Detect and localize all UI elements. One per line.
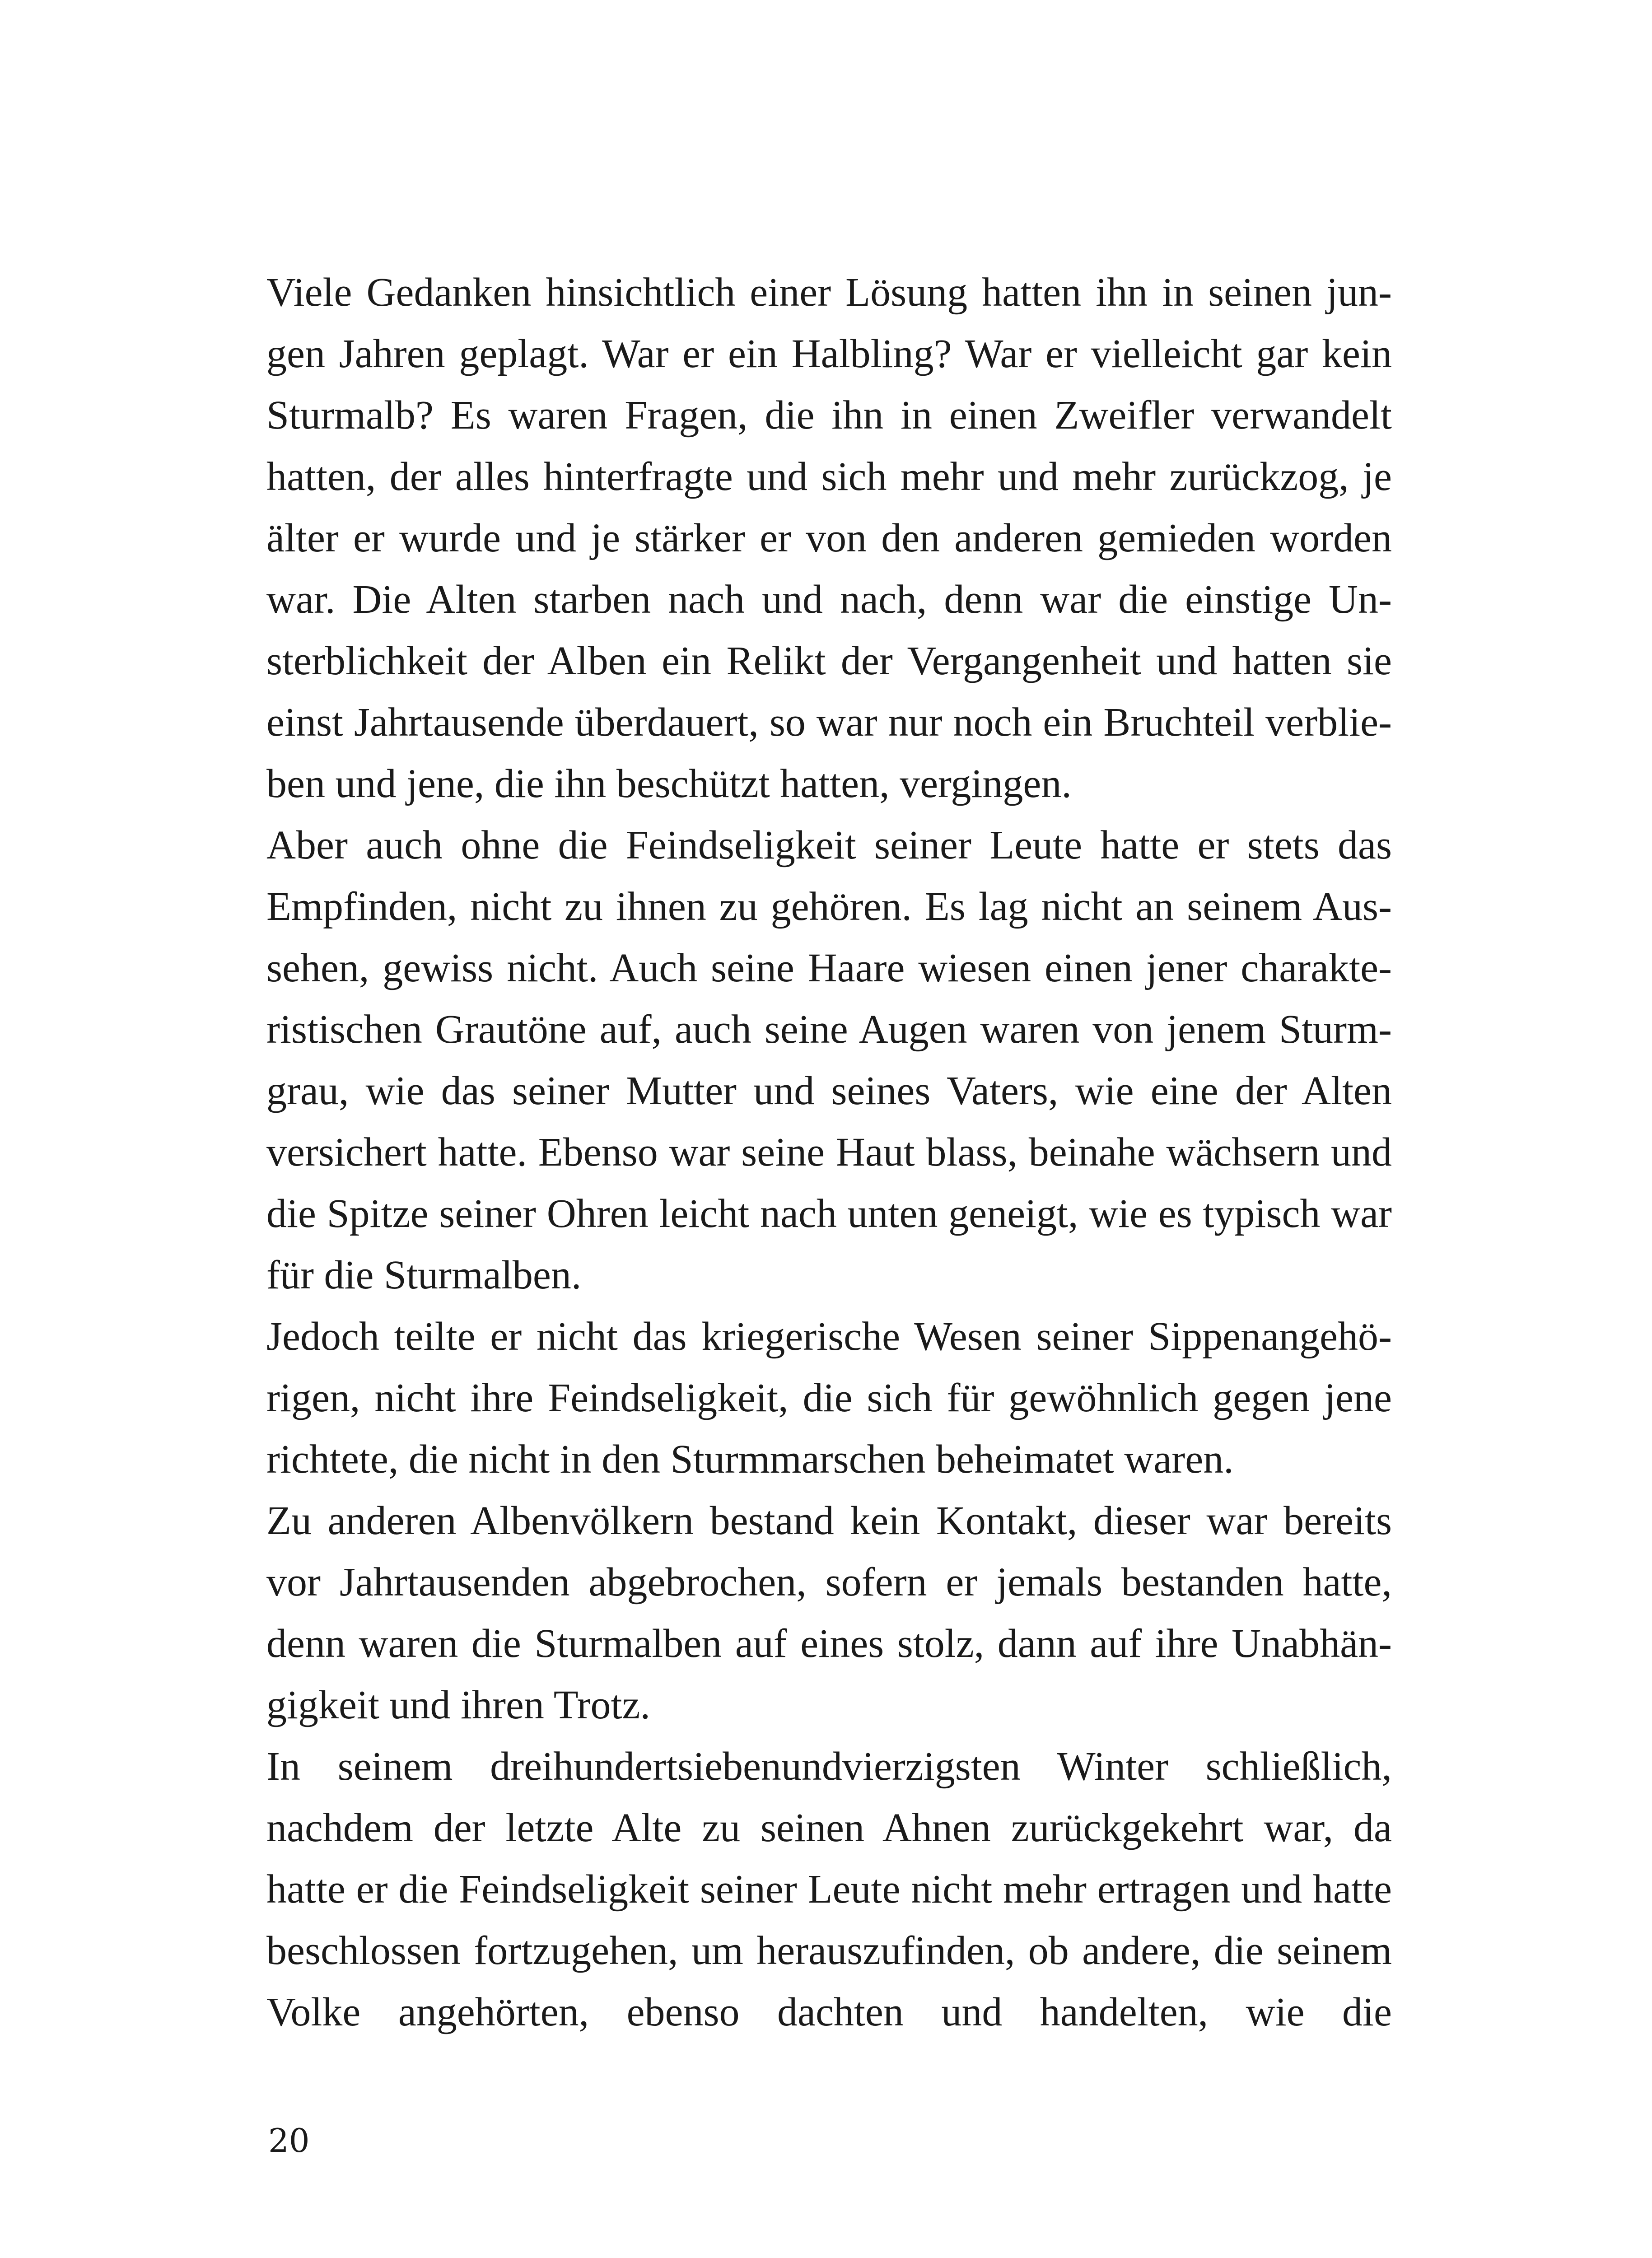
text-line: älter er wurde und je stärker er von den anderen gemieden worden [266,516,1392,560]
text-line: Viele Gedanken hinsichtlich einer Lösung hatten ihn in seinen jun- [266,270,1392,315]
text-line: sehen, gewiss nicht. Auch seine Haare wiesen einen jener charakte- [266,946,1392,990]
text-line: beschlossen fortzugehen, um herauszufinden, ob andere, die seinem [266,1928,1392,1973]
page-number: 20 [268,2122,310,2160]
text-line: hatte er die Feindseligkeit seiner Leute nicht mehr ertragen und hatte [266,1867,1392,1912]
text-line: Aber auch ohne die Feindseligkeit seiner Leute hatte er stets das [266,823,1392,868]
text-line: war. Die Alten starben nach und nach, denn war die einstige Un- [266,577,1392,622]
text-line: einst Jahrtausende überdauert, so war nur noch ein Bruchteil verblie- [266,700,1392,745]
text-line: Volke angehörten, ebenso dachten und handelten, wie die [266,1990,1392,2034]
text-line: gigkeit und ihren Trotz. [266,1683,650,1727]
text-line: grau, wie das seiner Mutter und seines Vaters, wie eine der Alten [266,1068,1392,1113]
text-line: die Spitze seiner Ohren leicht nach unten geneigt, wie es typisch war [266,1191,1392,1236]
text-line: ristischen Grautöne auf, auch seine Augen waren von jenem Sturm- [266,1007,1392,1052]
text-line: Sturmalb? Es waren Fragen, die ihn in einen Zweifler verwandelt [266,393,1392,438]
text-line: Empfinden, nicht zu ihnen zu gehören. Es lag nicht an seinem Aus- [266,884,1392,929]
text-line: sterblichkeit der Alben ein Relikt der Vergangenheit und hatten sie [266,639,1392,683]
text-line: ben und jene, die ihn beschützt hatten, vergingen. [266,761,1072,806]
text-line: hatten, der alles hinterfragte und sich mehr und mehr zurückzog, je [266,454,1392,499]
text-line: für die Sturmalben. [266,1253,582,1297]
text-line: Jedoch teilte er nicht das kriegerische Wesen seiner Sippenangehö- [266,1314,1392,1359]
text-line: richtete, die nicht in den Sturmmarschen beheimatet waren. [266,1437,1234,1482]
text-line: rigen, nicht ihre Feindseligkeit, die sich für gewöhnlich gegen jene [266,1376,1392,1420]
text-line: nachdem der letzte Alte zu seinen Ahnen zurückgekehrt war, da [266,1805,1392,1850]
text-line: vor Jahrtausenden abgebrochen, sofern er jemals bestanden hatte, [266,1560,1392,1605]
text-line: versichert hatte. Ebenso war seine Haut blass, beinahe wächsern und [266,1130,1392,1175]
text-line: gen Jahren geplagt. War er ein Halbling? War er vielleicht gar kein [266,331,1392,376]
text-line: denn waren die Sturmalben auf eines stolz, dann auf ihre Unabhän- [266,1621,1392,1666]
text-line: Zu anderen Albenvölkern bestand kein Kontakt, dieser war bereits [266,1498,1392,1543]
body-text [266,262,1392,2043]
text-line: In seinem dreihundertsiebenundvierzigsten Winter schließlich, [266,1744,1392,1789]
